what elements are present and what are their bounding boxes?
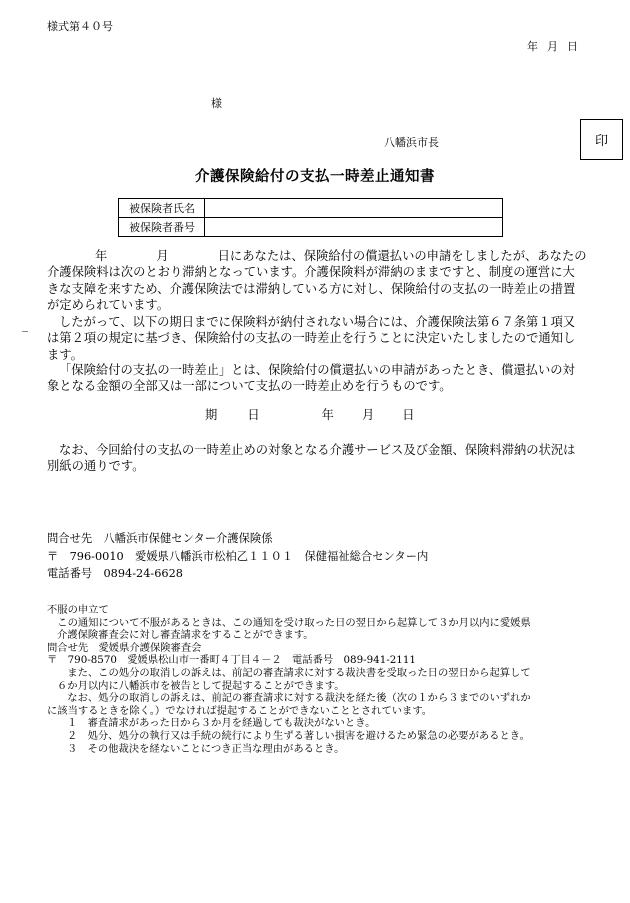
deadline-line — [205, 405, 415, 423]
objection-line-9: １ 審査請求があった日から３か月を経過しても裁決がないとき。 — [67, 717, 376, 730]
date-year: 年 — [527, 40, 538, 53]
objection-line-4: 〒 790-8570 愛媛県松山市一番町４丁目４－２ 電話番号 089-941-2111 — [47, 654, 416, 667]
objection-line-3: 問合せ先 愛媛県介護保険審査会 — [47, 641, 202, 654]
date-month: 月 — [547, 40, 558, 53]
objection-line-6: ６か月以内に八幡浜市を被告として提起することができます。 — [57, 679, 345, 692]
addressee-honorific: 様 — [211, 97, 222, 110]
objection-line-8: に該当するときを除く。）でなければ提起することができないこととされています。 — [47, 704, 433, 717]
paragraph-2: したがって、以下の期日までに保険料が納付されない場合には、介護保険法第６７条第１項又は第２項の規定に基づき、保険給付の支払の一時差止を行うことに決定いたしましたので通知します。 — [47, 315, 576, 362]
insured-number-label: 被保険者番号 — [119, 218, 205, 237]
insured-table — [118, 198, 503, 237]
paragraph-1 — [47, 248, 587, 313]
contact-line-3: 電話番号 0894-24-6628 — [47, 567, 183, 580]
insured-number-row — [119, 218, 503, 237]
insured-number-value — [205, 218, 503, 237]
document-title: 介護保険給付の支払一時差止通知書 — [195, 168, 435, 185]
deadline-year: 年 — [321, 408, 334, 422]
insured-name-label: 被保険者氏名 — [119, 199, 205, 218]
date-day: 日 — [567, 40, 578, 53]
paragraph-4: なお、今回給付の支払の一時差止めの対象となる介護サービス及び金額、保険料滞納の状況は別紙の通りです。 — [47, 443, 576, 474]
deadline-month: 月 — [361, 408, 375, 422]
paragraph-3: 「保険給付の支払の一時差止」とは、保険給付の償還払いの申請があったとき、償還払いの対象となる金額の全部又は一部について支払の一時差止めを行うものです。 — [47, 363, 575, 394]
objection-heading: 不服の申立て — [47, 604, 109, 616]
issue-date — [527, 38, 578, 54]
deadline-day: 日 — [402, 408, 415, 422]
form-number: 様式第４０号 — [47, 20, 113, 33]
contact-line-2: 〒 796-0010 愛媛県八幡浜市松柏乙１１０１ 保健福祉総合センター内 — [47, 550, 429, 563]
objection-line-1: この通知について不服があるときは、この通知を受け取った日の翌日から起算して３か月以内に愛媛県 — [47, 616, 531, 629]
sender-name: 八幡浜市長 — [384, 136, 439, 149]
p1-year: 年 — [95, 249, 108, 263]
contact-line-1: 問合せ先 八幡浜市保健センター介護保険係 — [47, 532, 273, 545]
seal-label: 印 — [594, 134, 608, 149]
objection-line-10: ２ 処分、処分の執行又は手続の続行により生ずる著しい損害を避けるため緊急の必要があるとき。 — [67, 729, 530, 742]
insured-name-row — [119, 199, 503, 218]
objection-line-11: ３ その他裁決を経ないことにつき正当な理由があるとき。 — [67, 742, 345, 755]
objection-section — [47, 604, 607, 755]
objection-line-5: また、この処分の取消しの訴えは、前記の審査請求に対する裁決書を受取った日の翌日から起算して — [57, 666, 531, 679]
objection-line-7: なお、処分の取消しの訴えは、前記の審査請求に対する裁決を経た後（次の１から３までのいずれか — [57, 692, 531, 705]
deadline-label-1: 期 — [205, 408, 218, 422]
p1-text: 日にあなたは、保険給付の償還払いの申請をしましたが、あなたの介護保険料は次のとおり滞納となっています。介護保険料が滞納のままですと、制度の運営に大きな支障を来すため、介護保険法では滞納している方に対し、保険給付の支払の一時差止の措置が定められています。 — [47, 249, 587, 312]
seal-box — [580, 119, 623, 160]
margin-mark: _ — [22, 318, 28, 332]
deadline-label-2: 日 — [247, 408, 260, 422]
p1-month: 月 — [156, 249, 169, 263]
insured-name-value — [205, 199, 503, 218]
objection-line-2: 介護保険審査会に対し審査請求をすることができます。 — [57, 629, 314, 642]
